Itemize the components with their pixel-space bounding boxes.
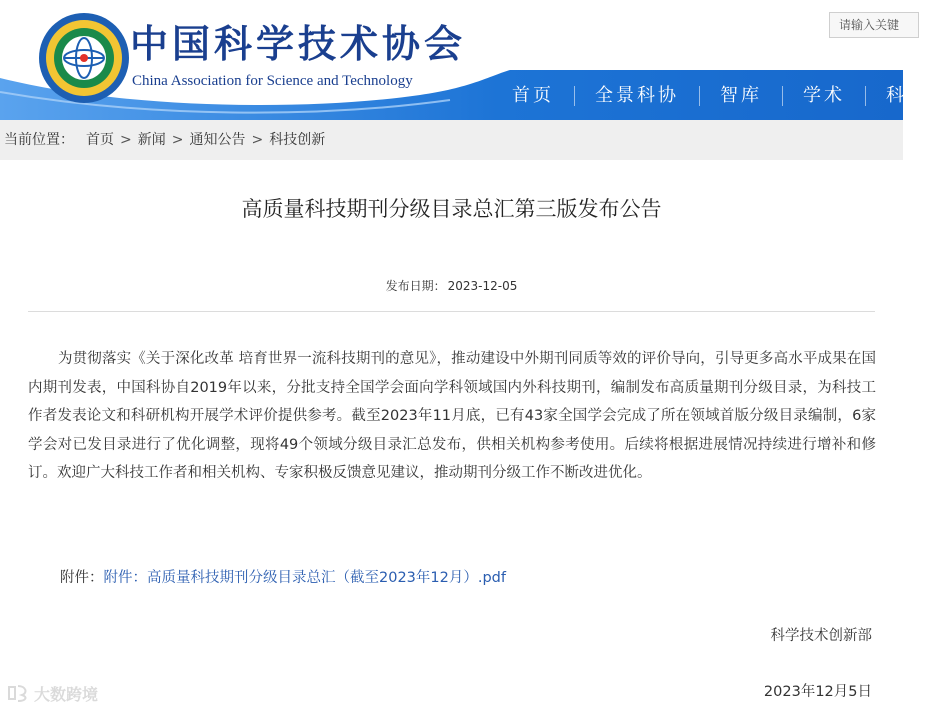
search-input[interactable]: 请输入关键 bbox=[829, 12, 919, 38]
publish-date-value: 2023-12-05 bbox=[447, 279, 518, 293]
attachment-row bbox=[60, 566, 506, 590]
nav-item-overview[interactable]: 全景科协 bbox=[595, 85, 679, 106]
breadcrumb-separator: > bbox=[120, 132, 132, 148]
nav-item-home[interactable]: 首页 bbox=[512, 85, 554, 106]
logo-english-title[interactable]: China Association for Science and Technology bbox=[132, 73, 413, 89]
article-title: 高质量科技期刊分级目录总汇第三版发布公告 bbox=[241, 197, 662, 221]
watermark-text: 大数跨境 bbox=[34, 684, 99, 704]
article-body: 为贯彻落实《关于深化改革 培育世界一流科技期刊的意见》，推动建设中外期刊同质等效的评价导向，引导更多高水平成果在国内期刊发表，中国科协自2019年以来，分批支持全国学会面向学科领域国内外科技期刊，编制发布高质量期刊分级目录，为科技工作者发表论文和科研机构开展学术评价提供参考。截至2023年11月底，已有43家全国学会完成了所在领域首版分级目录编制，6家学会对已发目录进行了优化调整，现将49个领域分级目录汇总发布，供相关机构参考使用。后续将根据进展情况持续进行增补和修订。欢迎广大科技工作者和相关机构、专家积极反馈意见建议，推动期刊分级工作不断改进优化。 bbox=[28, 351, 876, 482]
breadcrumb-label: 当前位置： bbox=[4, 132, 74, 148]
title-divider bbox=[28, 311, 875, 312]
signature-date: 2023年12月5日 bbox=[763, 684, 872, 700]
watermark bbox=[6, 680, 98, 706]
attachment-link[interactable]: 附件：高质量科技期刊分级目录总汇（截至2023年12月）.pdf bbox=[103, 570, 506, 586]
nav-item-academic[interactable]: 学术 bbox=[803, 85, 845, 106]
signature-department: 科学技术创新部 bbox=[770, 628, 872, 644]
attachment-label: 附件： bbox=[60, 570, 104, 586]
nav-item-think-tank[interactable]: 智库 bbox=[720, 85, 762, 106]
breadcrumb-tech-innovation[interactable]: 科技创新 bbox=[269, 132, 326, 148]
breadcrumb-news[interactable]: 新闻 bbox=[137, 132, 166, 148]
publish-date-label: 发布日期： bbox=[385, 279, 446, 293]
breadcrumb-notices[interactable]: 通知公告 bbox=[189, 132, 246, 148]
breadcrumb-separator: > bbox=[171, 132, 184, 148]
publish-date bbox=[0, 276, 903, 296]
breadcrumb bbox=[0, 120, 903, 160]
main-nav bbox=[492, 72, 927, 120]
site-header bbox=[0, 0, 907, 120]
nav-item-science[interactable]: 科 bbox=[886, 85, 907, 106]
breadcrumb-separator: > bbox=[251, 132, 264, 148]
cast-emblem-icon[interactable] bbox=[38, 12, 130, 104]
breadcrumb-home[interactable]: 首页 bbox=[86, 132, 114, 148]
logo-chinese-title[interactable]: 中国科学技术协会 bbox=[130, 21, 467, 66]
watermark-logo-icon bbox=[6, 683, 30, 703]
